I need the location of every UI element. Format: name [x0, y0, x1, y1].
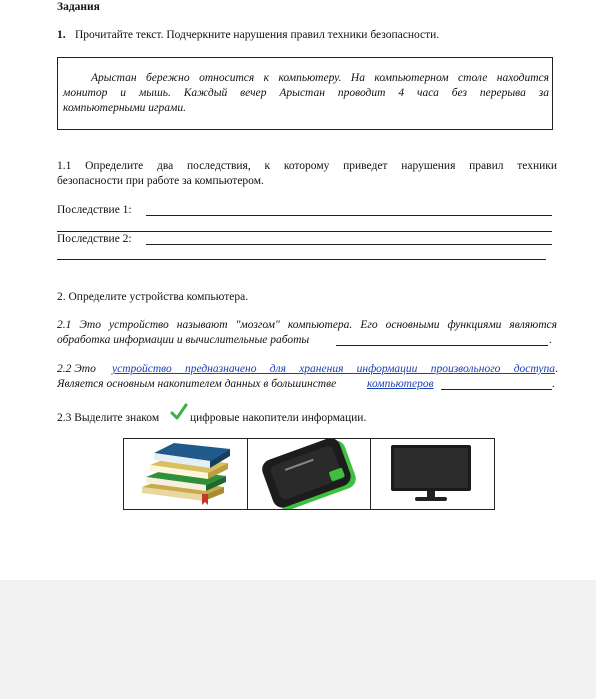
- image-cell-hard-drive[interactable]: [247, 438, 371, 510]
- monitor-icon: [371, 439, 494, 509]
- q1-text: Прочитайте текст. Подчеркните нарушения правил техники безопасности.: [75, 29, 440, 41]
- q2-1-line-2: обработка информации и вычислительные работы: [57, 334, 310, 346]
- q2-3-suffix: цифровые накопители информации.: [190, 412, 367, 424]
- q2-2-line-2-prefix: Является основным накопителем данных в большинстве: [57, 378, 337, 390]
- q2-1-period: .: [549, 334, 552, 346]
- passage-box: [57, 57, 553, 130]
- q1-1-line-1: 1.1 Определите два последствия, к которому приведет нарушения правил техники: [57, 160, 557, 172]
- checkmark-icon: [170, 403, 188, 421]
- q2-1-answer-line[interactable]: [336, 345, 548, 346]
- external-hard-drive-icon: [248, 439, 370, 509]
- consequence-2-label: Последствие 2:: [57, 233, 132, 245]
- q2-title: 2. Определите устройства компьютера.: [57, 291, 249, 303]
- books-icon: [124, 439, 247, 509]
- q2-3-prefix: 2.3 Выделите знаком: [57, 412, 160, 424]
- q1-1-line-2: безопасности при работе за компьютером.: [57, 175, 264, 187]
- q2-2-link[interactable]: устройство предназначено для хранения информации произвольного доступа: [112, 363, 555, 375]
- heading: Задания: [57, 1, 100, 13]
- q2-2-prefix: 2.2 Это: [57, 363, 96, 375]
- q2-2-period: .: [555, 363, 558, 375]
- q2-2-line-2-period: .: [552, 378, 555, 390]
- consequence-2-answer-line-2[interactable]: [57, 259, 546, 260]
- passage-line-3: компьютерными играми.: [63, 102, 187, 114]
- consequence-1-answer-line[interactable]: [146, 215, 552, 216]
- consequence-1-label: Последствие 1:: [57, 204, 132, 216]
- q2-2-answer-line[interactable]: [441, 389, 552, 390]
- image-cell-books[interactable]: [123, 438, 248, 510]
- image-cell-monitor[interactable]: [370, 438, 495, 510]
- q2-1-line-1: 2.1 Это устройство называют "мозгом" компьютера. Его основными функциями являются: [57, 319, 557, 331]
- passage-line-2: монитор и мышь. Каждый вечер Арыстан проводит 4 часа без перерыва за: [63, 87, 549, 99]
- q2-2-line-2-link[interactable]: компьютеров: [367, 378, 434, 390]
- q1-number: 1.: [57, 29, 66, 41]
- passage-line-1: Арыстан бережно относится к компьютеру. На компьютерном столе находится: [91, 72, 549, 84]
- consequence-2-answer-line[interactable]: [146, 244, 552, 245]
